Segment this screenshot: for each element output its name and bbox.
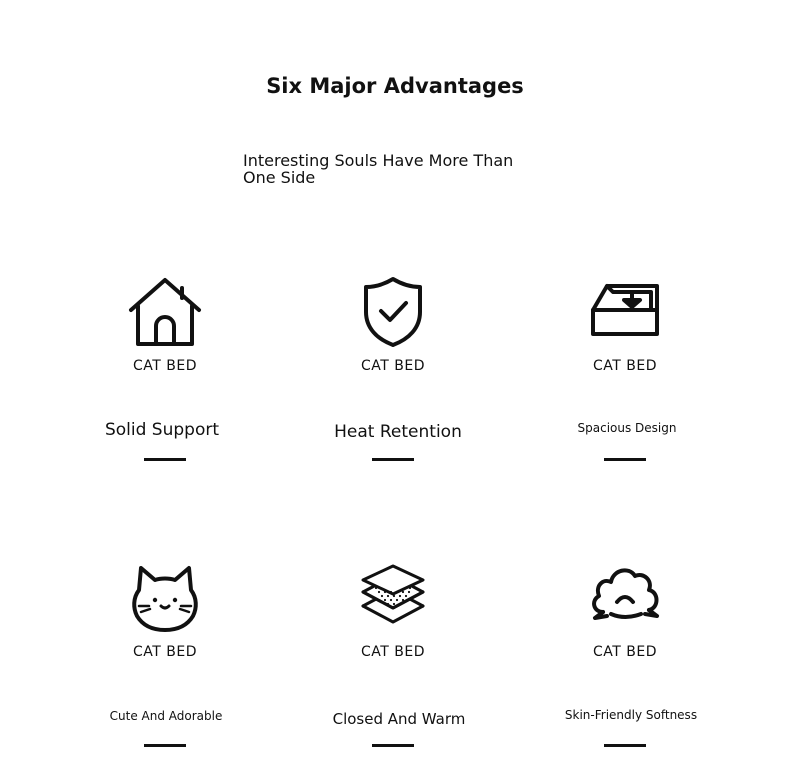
feature-label: Cute And Adorable [109, 709, 223, 723]
shield-check-icon [353, 276, 433, 348]
feature-tag: CAT BED [593, 358, 657, 374]
feature-tag: CAT BED [361, 358, 425, 374]
divider [372, 744, 414, 747]
cat-face-icon [125, 562, 205, 634]
cloud-face-icon [585, 562, 665, 634]
feature-closed-and-warm [293, 562, 493, 752]
feature-tag: CAT BED [593, 644, 657, 660]
divider [372, 458, 414, 461]
feature-skin-friendly-softness [525, 562, 725, 752]
layers-icon [353, 562, 433, 634]
divider [144, 744, 186, 747]
feature-label: Skin-Friendly Softness [564, 708, 698, 722]
open-box-icon [585, 276, 665, 348]
feature-spacious-design [525, 276, 725, 466]
page-subtitle: Interesting Souls Have More Than One Side [243, 151, 514, 187]
divider [604, 744, 646, 747]
feature-label: Solid Support [104, 420, 220, 440]
divider [144, 458, 186, 461]
feature-label: Closed And Warm [332, 710, 466, 728]
feature-heat-retention [293, 276, 493, 466]
feature-solid-support [65, 276, 265, 466]
feature-tag: CAT BED [361, 644, 425, 660]
feature-label: Heat Retention [334, 422, 462, 442]
page-title: Six Major Advantages [266, 74, 524, 98]
house-icon [125, 276, 205, 348]
feature-tag: CAT BED [133, 358, 197, 374]
divider [604, 458, 646, 461]
feature-tag: CAT BED [133, 644, 197, 660]
feature-cute-and-adorable [65, 562, 265, 752]
feature-label: Spacious Design [577, 421, 677, 435]
